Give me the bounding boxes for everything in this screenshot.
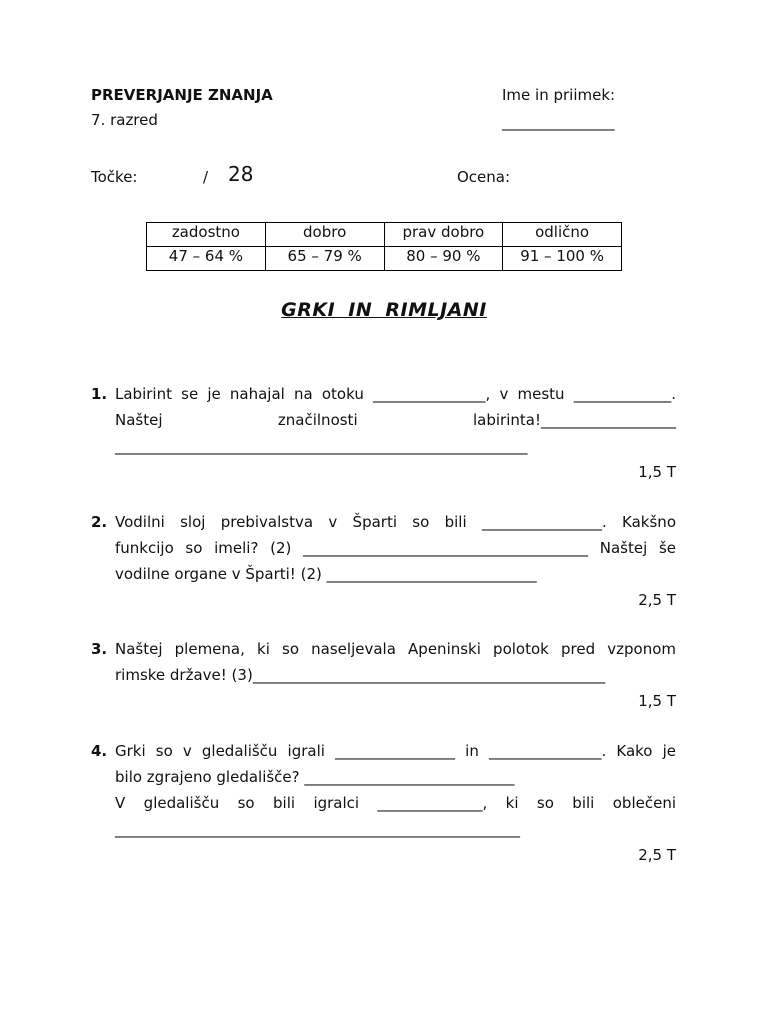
question-line: vodilne organe v Šparti! (2) ____________________________ (115, 565, 537, 583)
question-points: 1,5 T (638, 692, 676, 710)
points-max: 28 (228, 162, 254, 186)
name-label: Ime in priimek: (502, 86, 616, 104)
question-1 (91, 381, 676, 485)
table-header-cell: prav dobro (384, 223, 503, 247)
question-line: Naštej plemena, ki so naseljevala Apeninski polotok pred vzponom (115, 640, 676, 658)
question-line: Labirint se je nahajal na otoku _______________, v mestu _____________. (115, 385, 676, 403)
question-number: 4. (91, 742, 108, 760)
question-2 (91, 509, 676, 613)
table-cell: 80 – 90 % (384, 247, 503, 271)
question-line: Vodilni sloj prebivalstva v Šparti so bili ________________. Kakšno (115, 513, 676, 531)
table-cell: 91 – 100 % (503, 247, 622, 271)
test-heading: PREVERJANJE ZNANJA (91, 86, 273, 104)
points-label: Točke: (91, 168, 138, 186)
table-cell: 47 – 64 % (147, 247, 266, 271)
table-row (147, 223, 622, 247)
question-number: 1. (91, 385, 108, 403)
table-header-cell: odlično (503, 223, 622, 247)
question-line: funkcijo so imeli? (2) ______________________________________ Naštej še (115, 539, 676, 557)
question-4 (91, 738, 676, 868)
table-cell: 65 – 79 % (265, 247, 384, 271)
question-number: 3. (91, 640, 108, 658)
answer-line[interactable]: _______________________________________________________ (115, 437, 528, 455)
question-number: 2. (91, 513, 108, 531)
page-title: GRKI IN RIMLJANI (281, 299, 487, 321)
table-header-cell: dobro (265, 223, 384, 247)
grade-label: Ocena: (457, 168, 511, 186)
table-header-cell: zadostno (147, 223, 266, 247)
question-points: 1,5 T (638, 463, 676, 481)
question-line: V gledališču so bili igralci ______________, ki so bili oblečeni (115, 794, 676, 812)
question-line: Grki so v gledališču igrali ________________ in _______________. Kako je (115, 742, 676, 760)
question-line: Naštej značilnosti labirinta!__________________ (115, 411, 676, 429)
grading-scale-table (146, 222, 622, 271)
points-slash: / (203, 168, 209, 186)
table-row (147, 247, 622, 271)
question-line: rimske države! (3)_______________________________________________ (115, 666, 606, 684)
question-3 (91, 636, 676, 714)
answer-line[interactable]: ______________________________________________________ (115, 820, 520, 838)
grade-level: 7. razred (91, 111, 158, 129)
question-points: 2,5 T (638, 591, 676, 609)
question-points: 2,5 T (638, 846, 676, 864)
name-field-line[interactable]: _______________ (502, 113, 615, 131)
question-line: bilo zgrajeno gledališče? ____________________________ (115, 768, 515, 786)
